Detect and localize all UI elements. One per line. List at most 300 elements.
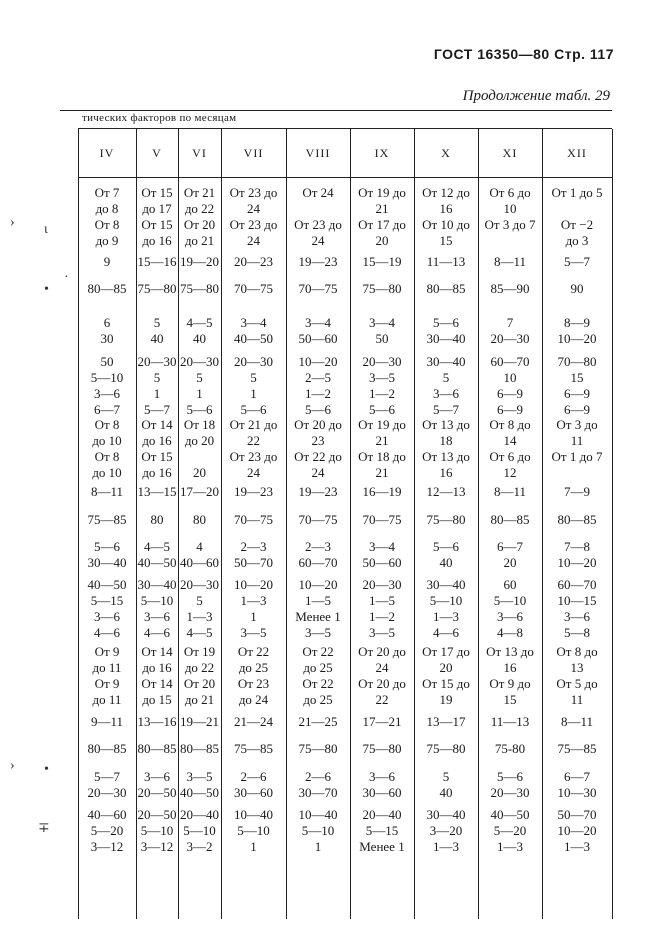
table-cell	[78, 644, 136, 708]
cell-line: до 25	[303, 660, 333, 675]
table-cell	[350, 741, 414, 757]
cell-line: 5—20	[493, 823, 527, 838]
cell-line: От 20 до	[358, 644, 406, 659]
table-cell	[286, 539, 350, 571]
cell-line: 1—3	[433, 839, 459, 854]
climate-factors-table	[78, 128, 612, 919]
table-cell	[350, 512, 414, 528]
cell-line: 60	[503, 577, 517, 592]
table-cell	[78, 185, 136, 249]
column-header: VI	[192, 145, 207, 160]
cell-line: 5	[196, 593, 203, 608]
table-cell	[350, 577, 414, 641]
cell-line: 70—75	[362, 512, 402, 527]
cell-line: От 22 до	[294, 449, 342, 464]
cell-line: 5—6	[497, 769, 523, 784]
cell-line: до 21	[184, 233, 215, 248]
table-cell	[221, 512, 286, 528]
cell-line: до 21	[184, 692, 215, 707]
table-continuation-label: Продолжение табл. 29	[462, 88, 610, 104]
cell-line: 2—6	[305, 769, 331, 784]
cell-line: 75—80	[426, 741, 466, 756]
cell-line: 5—6	[186, 402, 213, 417]
table-cell	[542, 644, 612, 708]
table-cell	[286, 512, 350, 528]
cell-line: От 8	[94, 417, 120, 432]
table-cell	[542, 539, 612, 571]
cell-line: 40—50	[137, 555, 177, 570]
cell-line: 3—5	[186, 769, 213, 784]
cell-line: 5—7	[144, 402, 170, 417]
cell-line: 70—75	[298, 281, 338, 296]
table-cell	[478, 807, 542, 855]
table-cell	[136, 644, 178, 708]
cell-line: 75—80	[362, 281, 402, 296]
cell-line: 75—80	[180, 281, 219, 296]
table-cell	[286, 644, 350, 708]
cell-line: 19—23	[234, 484, 273, 499]
column-header: V	[152, 145, 162, 160]
table-cell	[136, 185, 178, 249]
cell-line: 15—19	[362, 254, 402, 269]
table-cell	[286, 741, 350, 757]
scan-speck: •	[44, 282, 49, 297]
cell-line: 3—12	[140, 839, 174, 854]
cell-line: 80—85	[180, 741, 219, 756]
table-cell	[221, 315, 286, 347]
cell-line: 40—60	[87, 807, 127, 822]
cell-line: 5—10	[493, 593, 527, 608]
cell-line: 4	[196, 539, 203, 554]
table-cell	[178, 714, 221, 730]
cell-line: 3—5	[369, 625, 395, 640]
cell-line: 30—40	[426, 807, 466, 822]
cell-line: 80	[150, 512, 164, 527]
cell-line: 8—11	[90, 484, 124, 499]
table-cell	[478, 185, 542, 249]
cell-line: 60—70	[557, 577, 597, 592]
cell-line: 5—10	[237, 823, 270, 838]
cell-line: 70—75	[234, 281, 273, 296]
cell-line: 1	[250, 609, 257, 624]
table-cell	[350, 714, 414, 730]
cell-line: до 8	[95, 201, 119, 216]
table-cell	[542, 807, 612, 855]
cell-line: От 9	[94, 676, 120, 691]
cell-line: 1	[250, 839, 257, 854]
table-cell	[136, 254, 178, 270]
cell-line: 3—6	[433, 386, 459, 401]
table-cell	[221, 741, 286, 757]
cell-line: От 13 до	[422, 449, 470, 464]
table-cell	[221, 769, 286, 801]
cell-line	[478, 233, 542, 249]
cell-line: до 16	[142, 660, 172, 675]
table-cell	[78, 484, 136, 500]
table-cell	[542, 417, 612, 481]
cell-line: 3—4	[369, 539, 395, 554]
column-header: IV	[99, 145, 115, 160]
cell-line: От 18	[183, 417, 216, 432]
cell-line: 2—3	[240, 539, 267, 554]
column-header: VIII	[305, 145, 331, 160]
cell-line: 1	[314, 839, 322, 854]
table-cell	[350, 807, 414, 855]
cell-line: 3—5	[369, 370, 395, 385]
cell-line: От 23	[237, 676, 270, 691]
cell-line: От 21	[183, 185, 216, 200]
table-cell	[350, 769, 414, 801]
table-cell	[286, 254, 350, 270]
cell-line: 5—7	[433, 402, 459, 417]
cell-line: От 17 до	[422, 644, 470, 659]
cell-line: 12—13	[426, 484, 466, 499]
cell-line: 10—40	[234, 807, 273, 822]
cell-line: 13—15	[137, 484, 177, 499]
cell-line: 24	[247, 201, 260, 216]
cell-line: 3—5	[240, 625, 267, 640]
table-cell	[478, 417, 542, 481]
cell-line: 5—10	[140, 593, 174, 608]
cell-line: 1—2	[305, 386, 331, 401]
table-cell	[221, 577, 286, 641]
table-cell	[136, 417, 178, 481]
cell-line: 5—20	[90, 823, 124, 838]
table-cell	[136, 484, 178, 500]
cell-line: 3—6	[94, 609, 120, 624]
cell-line: 30—70	[298, 785, 338, 800]
cell-line: 5—6	[433, 539, 459, 554]
cell-line: От 15	[141, 217, 173, 232]
cell-line: 9	[103, 254, 111, 269]
table-cell	[542, 769, 612, 801]
cell-line: 5—6	[94, 539, 120, 554]
cell-line: 30—60	[362, 785, 402, 800]
cell-line: 21—25	[298, 714, 338, 729]
cell-line: 17—20	[180, 484, 219, 499]
table-cell	[414, 354, 478, 418]
cell-line: От 23 до	[229, 449, 278, 464]
cell-line: до 10	[92, 433, 122, 448]
cell-line: 20	[439, 660, 453, 675]
cell-line: 19—23	[298, 254, 338, 269]
cell-line: 24	[247, 233, 260, 248]
table-cell	[478, 512, 542, 528]
cell-line: 6—9	[564, 402, 590, 417]
table-cell	[414, 512, 478, 528]
table-cell	[136, 315, 178, 347]
column-header: IX	[374, 145, 390, 160]
cell-line: От 6 до	[489, 449, 531, 464]
cell-line: 20—30	[490, 785, 530, 800]
table-cell	[178, 254, 221, 270]
table-cell	[414, 539, 478, 571]
table-cell	[136, 354, 178, 418]
cell-line: 1	[153, 386, 161, 401]
cell-line: 75—85	[557, 741, 597, 756]
table-cell	[286, 185, 350, 249]
cell-line: От 13 до	[422, 417, 470, 432]
cell-line: 3—20	[429, 823, 463, 838]
table-cell	[178, 644, 221, 708]
table-cell	[414, 315, 478, 347]
table-cell	[478, 714, 542, 730]
table-cell	[286, 315, 350, 347]
table-cell	[350, 484, 414, 500]
cell-line: От 22	[302, 644, 334, 659]
cell-line: От 19 до	[358, 185, 406, 200]
cell-line: 85—90	[490, 281, 530, 296]
cell-line: 2—3	[305, 539, 331, 554]
cell-line: 20—30	[137, 354, 177, 369]
cell-line: 5—10	[140, 823, 174, 838]
cell-line: 3—6	[94, 386, 120, 401]
scan-speck: ·	[64, 270, 69, 285]
cell-line: 75—85	[87, 512, 127, 527]
cell-line: до 9	[95, 233, 119, 248]
column-header: XI	[502, 145, 518, 160]
cell-line: 13—16	[137, 714, 177, 729]
cell-line: 10	[503, 201, 517, 216]
table-cell	[478, 315, 542, 347]
table-cell	[286, 714, 350, 730]
cell-line: 10	[503, 370, 517, 385]
cell-line: 40—50	[180, 785, 219, 800]
table-cell	[221, 185, 286, 249]
cell-line: 1—3	[240, 593, 267, 608]
cell-line: 40	[439, 555, 453, 570]
cell-line: 5	[153, 315, 161, 330]
cell-line: От 15 до	[422, 676, 470, 691]
cell-line: 4—5	[186, 625, 213, 640]
cell-line: 7—9	[564, 484, 590, 499]
cell-line: до 16	[142, 433, 172, 448]
cell-line: 6—9	[497, 402, 523, 417]
cell-line	[542, 201, 612, 217]
cell-line	[286, 201, 350, 217]
cell-line: 20—40	[362, 807, 402, 822]
table-cell	[478, 354, 542, 418]
cell-line: 19—23	[298, 484, 338, 499]
cell-line: до 25	[303, 692, 333, 707]
cell-line: 16	[439, 465, 453, 480]
cell-line: 11—13	[426, 254, 466, 269]
cell-line: 5—15	[365, 823, 399, 838]
cell-line: 5	[153, 370, 161, 385]
table-cell	[78, 577, 136, 641]
table-cell	[221, 254, 286, 270]
cell-line: 21	[375, 433, 389, 448]
cell-line: 11—13	[490, 714, 530, 729]
cell-line: 8—11	[493, 484, 527, 499]
cell-line: до 16	[142, 465, 172, 480]
table-cell	[414, 281, 478, 297]
cell-line: 5—10	[90, 370, 124, 385]
table-cell	[414, 417, 478, 481]
cell-line: От 10 до	[422, 217, 470, 232]
cell-line: 1—3	[186, 609, 213, 624]
cell-line: 20—40	[180, 807, 219, 822]
table-cell	[178, 807, 221, 855]
cell-line: 4—5	[144, 539, 170, 554]
cell-line: 2—6	[240, 769, 267, 784]
table-cell	[178, 417, 221, 481]
cell-line: 5—7	[564, 254, 590, 269]
table-cell	[542, 315, 612, 347]
table-cell	[178, 315, 221, 347]
cell-line: 5—10	[429, 593, 463, 608]
cell-line: 12	[503, 465, 517, 480]
scan-speck: •	[44, 762, 49, 777]
table-cell	[286, 281, 350, 297]
cell-line: 40—60	[180, 555, 219, 570]
cell-line: 21	[375, 465, 389, 480]
cell-line: 10—20	[298, 354, 338, 369]
cell-line: 10—20	[298, 577, 338, 592]
cell-line: 40	[439, 785, 453, 800]
cell-line: 5	[250, 370, 257, 385]
table-cell	[350, 315, 414, 347]
cell-line: 10—20	[234, 577, 273, 592]
table-cell	[136, 807, 178, 855]
cell-line: 19—21	[180, 714, 219, 729]
cell-line: 16	[439, 201, 453, 216]
cell-line: 4—6	[94, 625, 120, 640]
cell-line: 5—6	[369, 402, 395, 417]
cell-line: 10—30	[557, 785, 597, 800]
table-cell	[350, 185, 414, 249]
cell-line: 20—30	[180, 354, 219, 369]
cell-line: 13—17	[426, 714, 466, 729]
table-cell	[286, 484, 350, 500]
cell-line: 22	[375, 692, 389, 707]
table-cell	[542, 254, 612, 270]
cell-line: 60—70	[298, 555, 338, 570]
table-cell	[542, 185, 612, 249]
cell-line: 20—50	[137, 785, 177, 800]
cell-line: 1—3	[564, 839, 590, 854]
cell-line: От 1 до 7	[551, 449, 603, 464]
table-cell	[350, 644, 414, 708]
cell-line: 40	[150, 331, 164, 346]
cell-line: От 15	[141, 449, 173, 464]
cell-line	[178, 449, 221, 465]
cell-line: 4—6	[144, 625, 170, 640]
table-cell	[414, 769, 478, 801]
cell-line: От 19	[183, 644, 216, 659]
cell-line: От 6 до	[489, 185, 531, 200]
cell-line: 5—15	[90, 593, 124, 608]
cell-line: 30	[100, 331, 114, 346]
cell-line: От 22	[237, 644, 270, 659]
cell-line: 15	[439, 233, 453, 248]
table-cell	[350, 417, 414, 481]
column-divider	[612, 129, 613, 919]
cell-line: 20—30	[180, 577, 219, 592]
cell-line: 4—5	[186, 315, 213, 330]
table-cell	[78, 807, 136, 855]
cell-line: От 8 до	[556, 644, 598, 659]
cell-line: От 9	[94, 644, 120, 659]
cell-line: От 20	[183, 217, 216, 232]
cell-line: Менее 1	[295, 609, 341, 624]
cell-line: От 23 до	[294, 217, 342, 232]
cell-line: 3—4	[240, 315, 267, 330]
cell-line: 19	[439, 692, 453, 707]
table-cell	[350, 539, 414, 571]
cell-line: 70—75	[234, 512, 273, 527]
cell-line: до 20	[184, 433, 215, 448]
cell-line: 70—80	[557, 354, 597, 369]
cell-line: От 1 до 5	[551, 185, 603, 200]
cell-line: 75—80	[298, 741, 338, 756]
cell-line: 7—8	[564, 539, 590, 554]
cell-line: От 3 до 7	[484, 217, 536, 232]
cell-line: 20—23	[234, 254, 273, 269]
table-cell	[286, 769, 350, 801]
cell-line: От 8	[94, 449, 120, 464]
cell-line: 50—70	[557, 807, 597, 822]
cell-line: 1—5	[369, 593, 395, 608]
scan-speck: ι	[44, 222, 48, 237]
cell-line: От 14	[141, 644, 173, 659]
cell-line: до 11	[92, 692, 122, 707]
cell-line: От 24	[302, 185, 334, 200]
cell-line: 30—40	[426, 354, 466, 369]
cell-line: 21	[375, 201, 389, 216]
table-cell	[478, 577, 542, 641]
cell-line: 8—9	[564, 315, 590, 330]
table-cell	[414, 807, 478, 855]
table-cell	[178, 769, 221, 801]
table-cell	[136, 769, 178, 801]
table-cell	[414, 577, 478, 641]
scan-speck: ›	[10, 758, 15, 773]
cell-line: От 8	[94, 217, 120, 232]
cell-line: 5—6	[433, 315, 459, 330]
cell-line: 6—7	[497, 539, 523, 554]
cell-line: 30—40	[426, 331, 466, 346]
cell-line: 5—7	[94, 769, 120, 784]
cell-line: От 14	[141, 417, 173, 432]
cell-line: От 3 до	[556, 417, 598, 432]
cell-line: 15	[570, 370, 584, 385]
cell-line: 80—85	[87, 281, 127, 296]
table-cell	[542, 714, 612, 730]
table-cell	[414, 741, 478, 757]
cell-line: От 20	[183, 676, 216, 691]
cell-line: От 20 до	[358, 676, 406, 691]
cell-line: 15—16	[137, 254, 177, 269]
cell-line: 5—10	[183, 823, 216, 838]
table-cell	[221, 644, 286, 708]
cell-line: до 11	[92, 660, 122, 675]
cell-line: 4—8	[497, 625, 523, 640]
cell-line: 6	[103, 315, 111, 330]
table-cell	[414, 714, 478, 730]
cell-line: 17—21	[362, 714, 402, 729]
column-header: VII	[243, 145, 264, 160]
cell-line: 11	[570, 433, 584, 448]
table-cell	[221, 484, 286, 500]
table-cell	[221, 354, 286, 418]
cell-line: 20—30	[87, 785, 127, 800]
table-cell	[221, 417, 286, 481]
cell-line: 4—6	[433, 625, 459, 640]
cell-line: 24	[375, 660, 389, 675]
cell-line: 16—19	[362, 484, 402, 499]
cell-line: 75—85	[234, 741, 273, 756]
